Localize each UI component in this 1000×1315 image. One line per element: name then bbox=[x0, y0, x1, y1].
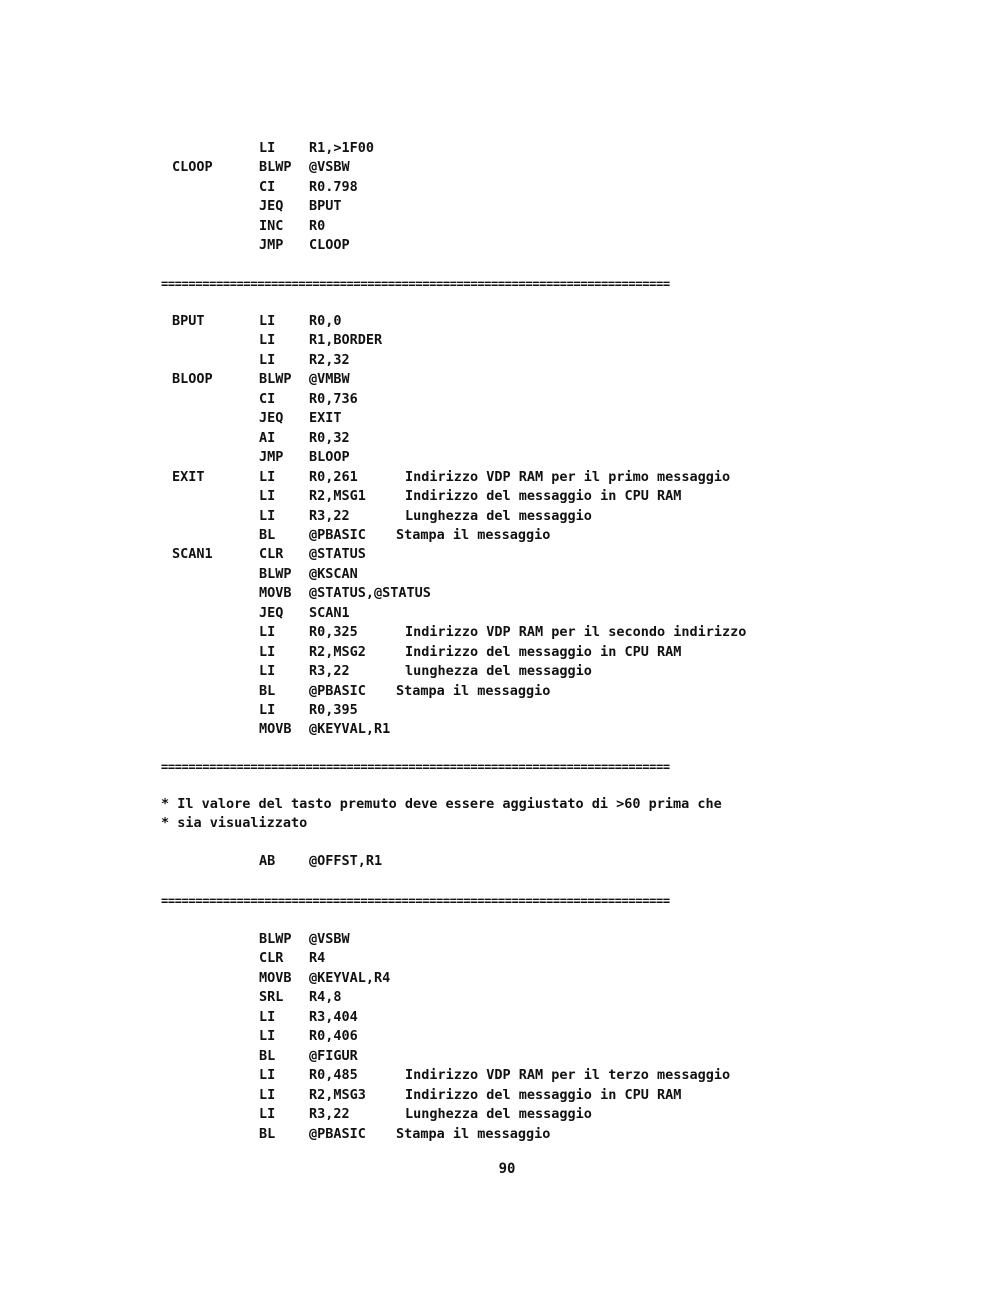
code-operand: R2,32 bbox=[309, 351, 350, 368]
separator-line-1: ========================================================================== bbox=[161, 277, 670, 291]
code-operand: R0,736 bbox=[309, 390, 358, 407]
comment-line-2: * sia visualizzato bbox=[161, 815, 308, 831]
code-operand: R0,0 bbox=[309, 313, 342, 329]
code-operand: @KSCAN bbox=[309, 565, 358, 582]
code-opcode: BLWP bbox=[259, 159, 292, 176]
code-operand: BPUT bbox=[309, 198, 342, 215]
page-number: 90 bbox=[498, 1161, 516, 1177]
code-operand: R0,395 bbox=[309, 702, 358, 718]
code-operand: R4,8 bbox=[309, 989, 342, 1006]
code-operand: R3,22 bbox=[309, 507, 350, 524]
code-operand: CLOOP bbox=[309, 237, 350, 254]
code-opcode: BLWP bbox=[259, 371, 292, 388]
code-operand: EXIT bbox=[309, 410, 342, 427]
code-comment: Stampa il messaggio bbox=[396, 526, 551, 543]
code-comment: Lunghezza del messaggio bbox=[405, 1106, 592, 1123]
code-opcode: LI bbox=[259, 1106, 276, 1123]
code-comment: Indirizzo del messaggio in CPU RAM bbox=[405, 488, 682, 505]
code-opcode: BLWP bbox=[259, 565, 292, 582]
comment-line-1: * Il valore del tasto premuto deve essere aggiustato di >60 prima che bbox=[161, 796, 722, 812]
code-opcode: BL bbox=[259, 1125, 276, 1142]
code-operand: R1,BORDER bbox=[309, 332, 383, 349]
code-opcode: MOVB bbox=[259, 585, 292, 602]
code-comment: Stampa il messaggio bbox=[396, 1125, 551, 1142]
code-operand: R0.798 bbox=[309, 178, 358, 195]
code-operand: R2,MSG2 bbox=[309, 643, 366, 660]
code-opcode: LI bbox=[259, 643, 276, 660]
code-operand: R0,485 bbox=[309, 1067, 358, 1084]
code-operand: @VMBW bbox=[309, 371, 350, 388]
code-label: CLOOP bbox=[172, 159, 213, 176]
code-opcode: JEQ bbox=[259, 604, 284, 621]
code-comment: Stampa il messaggio bbox=[396, 682, 551, 699]
code-opcode: LI bbox=[259, 332, 276, 349]
code-operand: R0,406 bbox=[309, 1028, 358, 1045]
code-operand: @STATUS,@STATUS bbox=[309, 585, 431, 602]
code-opcode: LI bbox=[259, 1067, 276, 1084]
code-label: EXIT bbox=[172, 468, 205, 485]
code-operand: BLOOP bbox=[309, 449, 350, 466]
code-operand: @PBASIC bbox=[309, 682, 366, 699]
code-label: SCAN1 bbox=[172, 546, 213, 563]
code-opcode: LI bbox=[259, 468, 276, 485]
code-opcode: SRL bbox=[259, 989, 284, 1006]
code-opcode: MOVB bbox=[259, 969, 292, 986]
code-label: BPUT bbox=[172, 313, 205, 329]
code-comment: lunghezza del messaggio bbox=[405, 663, 592, 680]
code-operand: R2,MSG1 bbox=[309, 488, 366, 505]
code-opcode: CI bbox=[259, 178, 276, 195]
code-opcode: BL bbox=[259, 1047, 276, 1064]
code-opcode: MOVB bbox=[259, 721, 292, 738]
code-operand: R3,404 bbox=[309, 1008, 358, 1025]
separator-line-2: ========================================================================== bbox=[161, 760, 670, 774]
code-comment: Indirizzo del messaggio in CPU RAM bbox=[405, 643, 682, 660]
code-operand: R3,22 bbox=[309, 663, 350, 680]
code-opcode: JEQ bbox=[259, 410, 284, 427]
code-opcode: LI bbox=[259, 351, 276, 368]
code-operand: @PBASIC bbox=[309, 1125, 366, 1142]
code-opcode: LI bbox=[259, 1086, 276, 1103]
code-opcode: LI bbox=[259, 313, 276, 329]
code-operand: @VSBW bbox=[309, 159, 350, 176]
code-opcode: LI bbox=[259, 507, 276, 524]
code-operand: R0,32 bbox=[309, 429, 350, 446]
code-operand: R0,325 bbox=[309, 624, 358, 641]
code-opcode: INC bbox=[259, 217, 284, 234]
code-operand: R3,22 bbox=[309, 1106, 350, 1123]
code-operand: R1,>1F00 bbox=[309, 140, 375, 156]
code-opcode: LI bbox=[259, 1008, 276, 1025]
code-comment: Indirizzo VDP RAM per il primo messaggio bbox=[405, 468, 731, 485]
code-label: BLOOP bbox=[172, 371, 213, 388]
code-opcode: BL bbox=[259, 526, 276, 543]
code-opcode: BLWP bbox=[259, 931, 292, 947]
code-operand: R0,261 bbox=[309, 468, 358, 485]
code-operand: @PBASIC bbox=[309, 526, 366, 543]
code-comment: Lunghezza del messaggio bbox=[405, 507, 592, 524]
code-opcode: CI bbox=[259, 390, 276, 407]
code-operand: @VSBW bbox=[309, 931, 350, 947]
code-opcode: JEQ bbox=[259, 198, 284, 215]
code-comment: Indirizzo VDP RAM per il terzo messaggio bbox=[405, 1067, 731, 1084]
code-opcode: CLR bbox=[259, 546, 284, 563]
code-operand: @STATUS bbox=[309, 546, 366, 563]
code-opcode: JMP bbox=[259, 237, 284, 254]
code-opcode: JMP bbox=[259, 449, 284, 466]
code-opcode: BL bbox=[259, 682, 276, 699]
code-opcode: LI bbox=[259, 702, 276, 718]
code-opcode: LI bbox=[259, 1028, 276, 1045]
code-operand: R4 bbox=[309, 950, 326, 967]
code-operand: SCAN1 bbox=[309, 604, 350, 621]
separator-line-3: ========================================================================== bbox=[161, 894, 670, 908]
code-operand: R0 bbox=[309, 217, 326, 234]
code-operand: @KEYVAL,R4 bbox=[309, 969, 391, 986]
code-opcode: AB bbox=[259, 853, 276, 869]
code-operand: R2,MSG3 bbox=[309, 1086, 366, 1103]
code-opcode: LI bbox=[259, 663, 276, 680]
code-opcode: LI bbox=[259, 624, 276, 641]
code-opcode: CLR bbox=[259, 950, 284, 967]
code-operand: @FIGUR bbox=[309, 1047, 358, 1064]
code-opcode: LI bbox=[259, 140, 276, 156]
code-opcode: LI bbox=[259, 488, 276, 505]
code-comment: Indirizzo VDP RAM per il secondo indirizzo bbox=[405, 624, 747, 641]
code-opcode: AI bbox=[259, 429, 276, 446]
code-comment: Indirizzo del messaggio in CPU RAM bbox=[405, 1086, 682, 1103]
code-operand: @OFFST,R1 bbox=[309, 853, 383, 869]
code-operand: @KEYVAL,R1 bbox=[309, 721, 391, 738]
